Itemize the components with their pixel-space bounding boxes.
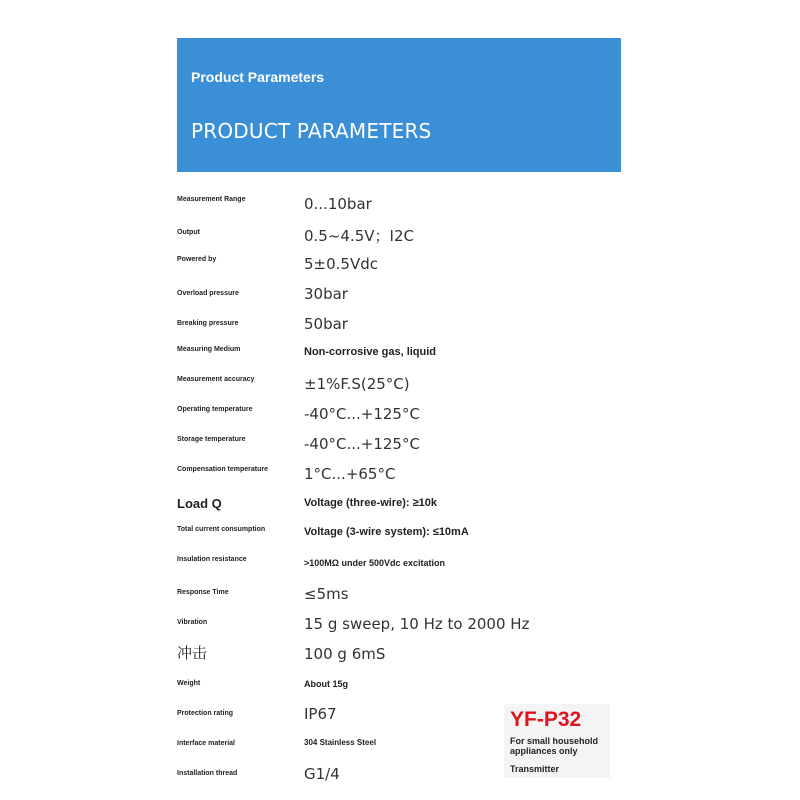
param-row-breaking-pressure	[0, 310, 800, 340]
param-row-interface-material	[0, 730, 800, 760]
param-label: Weight	[177, 680, 201, 687]
param-row-vibration	[0, 610, 800, 640]
param-label: Operating temperature	[177, 406, 253, 413]
param-row-load	[0, 490, 800, 520]
param-value: 5±0.5Vdc	[304, 255, 378, 273]
param-row-measurement-range	[0, 190, 800, 220]
param-value: 1°C...+65°C	[304, 465, 396, 483]
param-label: Vibration	[177, 619, 208, 626]
param-value: Voltage (3-wire system): ≤10mA	[304, 526, 469, 538]
param-label: Measurement accuracy	[177, 376, 255, 383]
product-type: Transmitter	[510, 764, 560, 774]
param-row-powered-by	[0, 250, 800, 280]
param-row-insulation-resistance	[0, 550, 800, 580]
banner-title: PRODUCT PARAMETERS	[191, 119, 432, 143]
param-value: Voltage (three-wire): ≥10k	[304, 497, 437, 509]
param-label: Installation thread	[177, 770, 238, 777]
param-row-output	[0, 220, 800, 250]
param-label: Compensation temperature	[177, 466, 269, 473]
param-label: Insulation resistance	[177, 556, 247, 563]
header-banner	[177, 38, 621, 172]
param-row-compensation-temperature	[0, 460, 800, 490]
param-row-shock	[0, 640, 800, 670]
param-value: 50bar	[304, 315, 348, 333]
param-row-operating-temperature	[0, 400, 800, 430]
product-description: For small household appliances only	[510, 736, 599, 756]
param-row-measurement-accuracy	[0, 370, 800, 400]
param-row-storage-temperature	[0, 430, 800, 460]
param-label: Response Time	[177, 589, 229, 596]
param-label: Measuring Medium	[177, 346, 241, 353]
param-label: Interface material	[177, 740, 235, 747]
param-value: 304 Stainless Steel	[304, 738, 377, 747]
param-value: 30bar	[304, 285, 348, 303]
param-value: 100 g 6mS	[304, 645, 386, 663]
param-label: 冲击	[177, 645, 208, 662]
param-label: Breaking pressure	[177, 320, 239, 327]
param-label: Measurement Range	[177, 196, 246, 203]
param-value: About 15g	[304, 679, 348, 689]
banner-subtitle: Product Parameters	[191, 69, 325, 85]
param-value: Non-corrosive gas, liquid	[304, 346, 437, 358]
param-label: Overload pressure	[177, 290, 239, 297]
param-value: -40°C...+125°C	[304, 405, 420, 423]
param-label: Total current consumption	[177, 526, 266, 533]
param-value: ≤5ms	[304, 585, 349, 603]
param-label: Output	[177, 229, 200, 236]
param-label: Protection rating	[177, 710, 234, 717]
param-row-response-time	[0, 580, 800, 610]
param-row-installation-thread	[0, 760, 800, 790]
param-label: Load Q	[177, 496, 222, 511]
param-row-overload-pressure	[0, 280, 800, 310]
product-model: YF-P32	[510, 708, 582, 731]
product-card	[504, 704, 610, 778]
param-label: Powered by	[177, 256, 217, 263]
param-label: Storage temperature	[177, 436, 246, 443]
param-value: >100MΩ under 500Vdc excitation	[304, 558, 446, 568]
param-row-protection-rating	[0, 700, 800, 730]
param-value: 0.5~4.5V；I2C	[304, 227, 414, 245]
param-value: G1/4	[304, 765, 340, 783]
param-value: 15 g sweep, 10 Hz to 2000 Hz	[304, 615, 530, 633]
param-row-current-consumption	[0, 520, 800, 550]
param-value: -40°C...+125°C	[304, 435, 420, 453]
param-row-weight	[0, 670, 800, 700]
param-row-measuring-medium	[0, 340, 800, 370]
param-value: ±1%F.S(25°C)	[304, 375, 410, 393]
param-value: IP67	[304, 705, 337, 723]
param-value: 0...10bar	[304, 195, 372, 213]
